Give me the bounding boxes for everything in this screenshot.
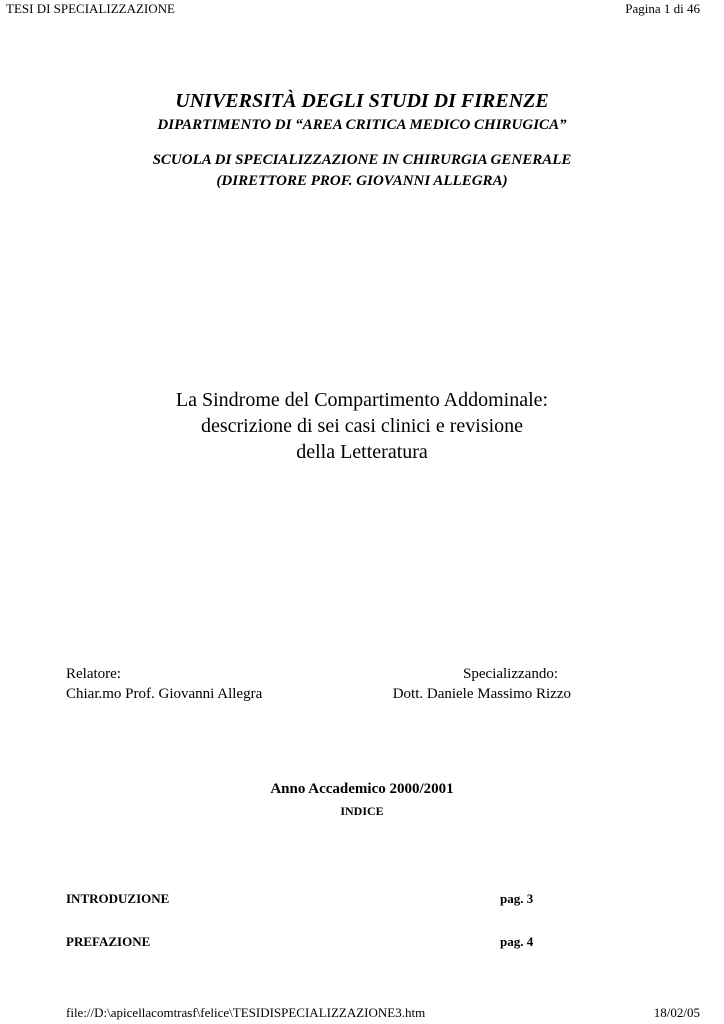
browser-footer-date: 18/02/05 [653, 1005, 700, 1020]
browser-header-page-indicator: Pagina 1 di 46 [625, 1, 700, 16]
browser-header-title: TESI DI SPECIALIZZAZIONE [6, 1, 175, 16]
toc-item-prefazione: PREFAZIONE [66, 934, 151, 949]
index-title: INDICE [340, 804, 384, 818]
thesis-title [0, 387, 724, 465]
university-name: UNIVERSITÀ DEGLI STUDI DI FIRENZE [175, 90, 549, 112]
browser-footer-path: file://D:\apicellacomtrasf\felice\TESIDISPECIALIZZAZIONE3.htm [66, 1005, 426, 1020]
toc-item-introduzione-page: pag. 3 [500, 891, 534, 906]
department-name: DIPARTIMENTO DI “AREA CRITICA MEDICO CHIRUGICA” [157, 117, 567, 133]
relatore-label: Relatore: [66, 666, 121, 682]
thesis-title-line-2: descrizione di sei casi clinici e revisione [200, 415, 524, 437]
school-name: SCUOLA DI SPECIALIZZAZIONE IN CHIRURGIA GENERALE [152, 152, 572, 168]
specializzando-label: Specializzando: [463, 666, 558, 682]
specializzando-name: Dott. Daniele Massimo Rizzo [392, 686, 571, 702]
thesis-title-line-1: La Sindrome del Compartimento Addominale: [175, 389, 549, 411]
toc-item-introduzione: INTRODUZIONE [66, 891, 170, 906]
toc-item-prefazione-page: pag. 4 [500, 934, 534, 949]
relatore-name: Chiar.mo Prof. Giovanni Allegra [66, 686, 263, 702]
academic-year: Anno Accademico 2000/2001 [270, 781, 454, 797]
director-name: (DIRETTORE PROF. GIOVANNI ALLEGRA) [216, 173, 508, 189]
thesis-title-line-3: della Letteratura [296, 441, 428, 463]
